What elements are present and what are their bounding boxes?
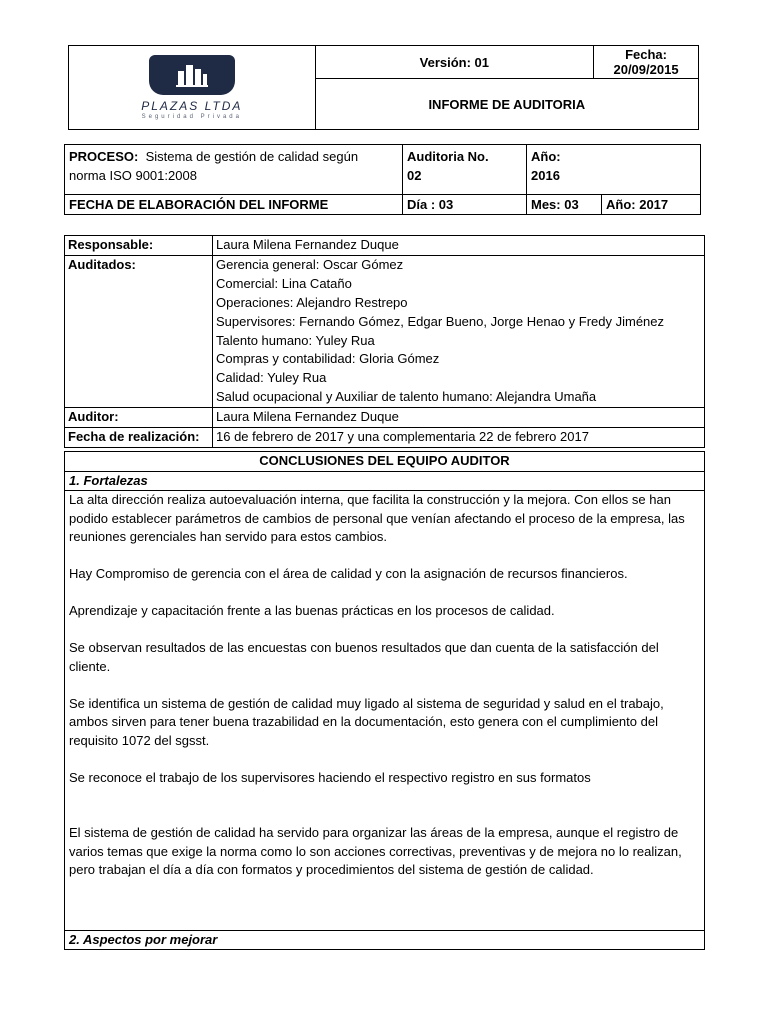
mes-value: Mes: 03 — [527, 195, 602, 215]
building-icon — [149, 55, 235, 95]
fortalezas-heading: 1. Fortalezas — [65, 471, 705, 491]
list-item: Supervisores: Fernando Gómez, Edgar Bueno, Jorge Henao y Fredy Jiménez — [216, 313, 665, 329]
paragraph: El sistema de gestión de calidad ha servido para organizar las áreas de la empresa, aunque el registro de varios temas que exige la norma como lo son acciones correctivas, preventivas y de mejora no lo realizan, pero trabajan el día a día con formatos y procedimientos del sistema de gestión de calidad. — [69, 825, 682, 877]
conclusiones-title: CONCLUSIONES DEL EQUIPO AUDITOR — [65, 452, 705, 472]
auditados-label: Auditados: — [65, 255, 213, 407]
paragraph: Se reconoce el trabajo de los supervisores haciendo el respectivo registro en sus formatos — [69, 769, 591, 785]
list-item: Calidad: Yuley Rua — [216, 370, 327, 386]
auditoria-value: 02 — [407, 168, 422, 183]
report-title-cell — [315, 79, 698, 130]
logo-cell — [69, 46, 316, 130]
date-label: Fecha: — [625, 47, 667, 62]
paragraph: La alta dirección realiza autoevaluación interna, que facilita la construcción y la mejora. Con ellos se han podido establecer parámetros de cambios de personal que venían afectando el proceso de la empresa, las reuniones gerenciales han servido para estos cambios. — [69, 492, 685, 544]
version-cell — [315, 46, 593, 79]
proceso-label: PROCESO: — [69, 149, 139, 164]
auditados-list — [213, 255, 705, 407]
list-item: Compras y contabilidad: Gloria Gómez — [216, 351, 440, 367]
anio-label: Año: — [531, 149, 561, 164]
list-item: Gerencia general: Oscar Gómez — [216, 256, 404, 272]
date-value: 20/09/2015 — [613, 62, 679, 77]
responsables-table — [64, 235, 705, 448]
paragraph: Hay Compromiso de gerencia con el área de calidad y con la asignación de recursos financieros. — [69, 566, 628, 581]
logo-tagline: Seguridad Privada — [141, 114, 242, 120]
list-item: Talento humano: Yuley Rua — [216, 332, 375, 348]
auditoria-label: Auditoria No. — [407, 149, 489, 164]
anio2-value: Año: 2017 — [602, 195, 701, 215]
fortalezas-body — [65, 491, 705, 931]
responsable-label: Responsable: — [65, 236, 213, 256]
proceso-cell — [65, 145, 403, 195]
auditoria-cell — [403, 145, 527, 195]
logo-name: PLAZAS LTDA — [141, 99, 243, 113]
conclusiones-table — [64, 451, 705, 950]
list-item: Salud ocupacional y Auxiliar de talento humano: Alejandra Umaña — [216, 389, 597, 405]
fecha-realizacion-label: Fecha de realización: — [65, 428, 213, 448]
header-table — [68, 45, 699, 130]
company-logo — [69, 55, 315, 120]
paragraph: Se identifica un sistema de gestión de calidad muy ligado al sistema de seguridad y salud en el trabajo, ambos sirven para tener buena trazabilidad en la documentación, esto genera con el cumplimiento del requisito 1072 del sgsst. — [69, 695, 664, 748]
responsable-value: Laura Milena Fernandez Duque — [213, 236, 705, 256]
auditor-label: Auditor: — [65, 408, 213, 428]
paragraph: Aprendizaje y capacitación frente a las buenas prácticas en los procesos de calidad. — [69, 603, 555, 618]
list-item: Operaciones: Alejandro Restrepo — [216, 294, 408, 310]
auditor-value: Laura Milena Fernandez Duque — [213, 408, 705, 428]
anio-value: 2016 — [531, 168, 560, 183]
date-cell — [594, 46, 699, 79]
fecha-elaboracion-label: FECHA DE ELABORACIÓN DEL INFORME — [65, 195, 403, 215]
dia-value: Día : 03 — [403, 195, 527, 215]
report-title: INFORME DE AUDITORIA — [428, 96, 586, 112]
version-label: Versión: 01 — [419, 54, 490, 70]
proceso-value: Sistema de gestión de calidad según norma ISO 9001:2008 — [69, 149, 359, 183]
fecha-realizacion-value: 16 de febrero de 2017 y una complementaria 22 de febrero 2017 — [213, 428, 705, 448]
mejorar-heading: 2. Aspectos por mejorar — [65, 930, 705, 950]
proceso-table — [64, 144, 701, 215]
list-item: Comercial: Lina Cataño — [216, 275, 352, 291]
anio-cell — [527, 145, 701, 195]
paragraph: Se observan resultados de las encuestas con buenos resultados que dan cuenta de la satisfacción del cliente. — [69, 640, 659, 674]
